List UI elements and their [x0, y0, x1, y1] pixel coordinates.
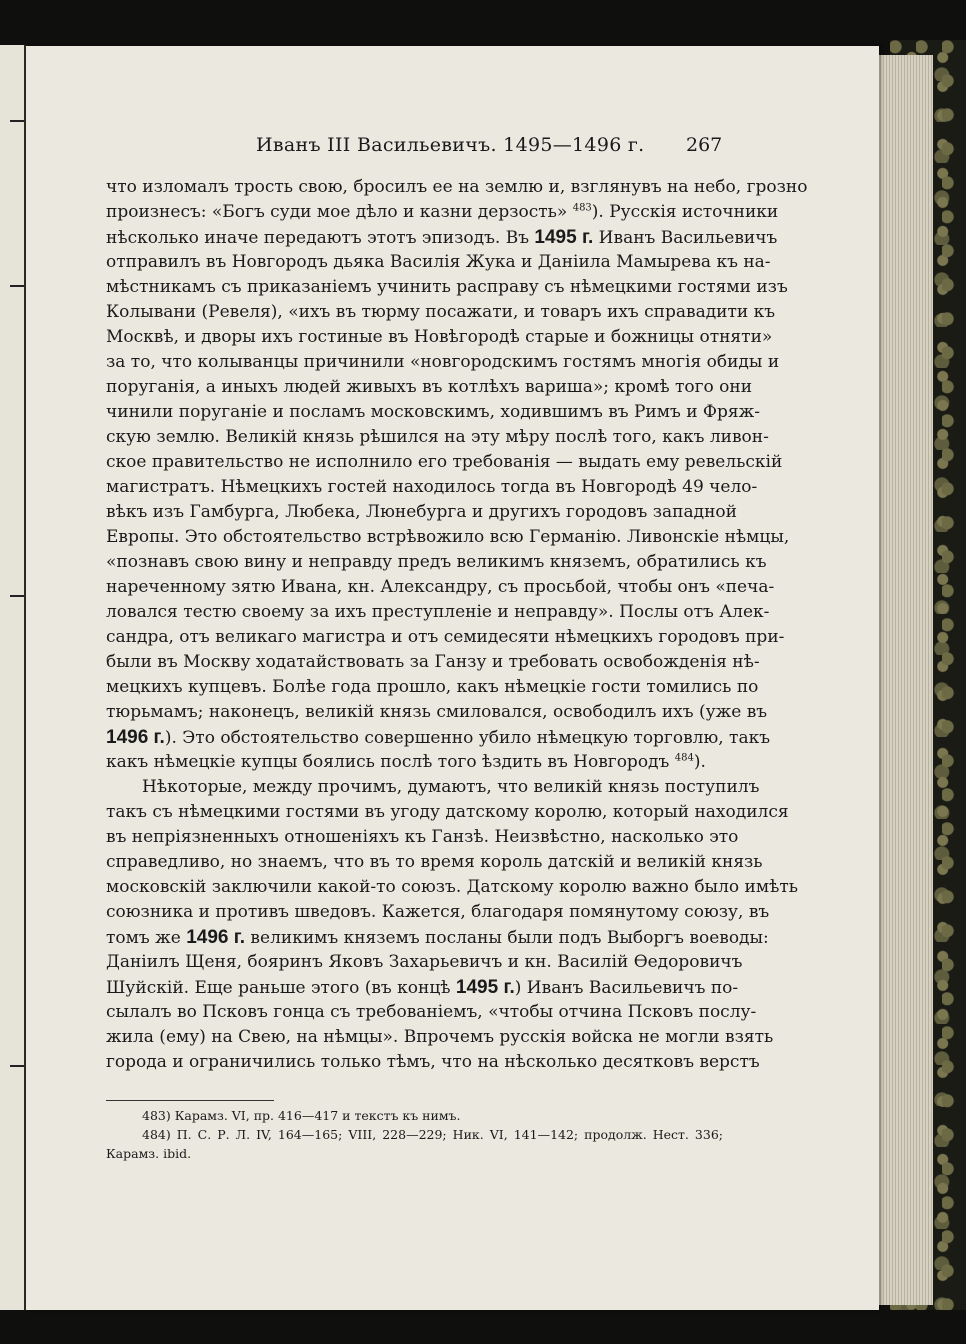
text-line: [106, 400, 761, 425]
text-run: скую землю. Великій князь рѣшился на эту мѣру послѣ того, какъ ливон-: [106, 427, 769, 447]
text-run: были въ Москву ходатайствовать за Ганзу и требовать освобожденія нѣ-: [106, 652, 760, 672]
year-emphasis: 1495 г.: [455, 977, 515, 998]
text-run: Даніилъ Щеня, бояринъ Яковъ Захарьевичъ и кн. Василій Өедоровичъ: [106, 952, 743, 972]
text-line: [106, 975, 739, 1000]
text-run: такъ съ нѣмецкими гостями въ угоду датскому королю, который находился: [106, 802, 789, 822]
text-run: справедливо, но знаемъ, что въ то время король датскій и великій князь: [106, 852, 763, 872]
text-line: [106, 550, 767, 575]
text-line: [106, 925, 769, 950]
text-run: ) Иванъ Васильевичъ по-: [514, 978, 739, 998]
text-line: [106, 725, 771, 750]
text-run: ловался тестю своему за ихъ преступленіе и неправду». Послы отъ Алек-: [106, 602, 770, 622]
left-page-edge: [0, 45, 26, 1310]
text-run: великимъ княземъ посланы были подъ Выборгъ воеводы:: [245, 928, 769, 948]
page-edges: [878, 55, 933, 1305]
margin-tick: [10, 1065, 24, 1067]
text-run: «познавъ свою вину и неправду предъ великимъ княземъ, обратились къ: [106, 552, 767, 572]
text-run: ). Это обстоятельство совершенно убило нѣмецкую торговлю, такъ: [164, 728, 771, 748]
text-run: нѣсколько иначе передаютъ этотъ эпизодъ. Въ: [106, 228, 535, 248]
text-line: [106, 300, 776, 325]
text-run: Нѣкоторые, между прочимъ, думаютъ, что великій князь поступилъ: [142, 777, 760, 797]
text-line: [106, 425, 769, 450]
running-head: Иванъ III Васильевичъ. 1495—1496 г.: [256, 134, 645, 156]
text-line: [106, 625, 785, 650]
page-number: 267: [686, 134, 723, 156]
text-line: [106, 175, 808, 200]
text-run: за то, что колыванцы причинили «новгородскимъ гостямъ многія обиды и: [106, 352, 780, 372]
text-line: [106, 325, 773, 350]
text-run: мѣстникамъ съ приказаніемъ учинить расправу съ нѣмецкими гостями изъ: [106, 277, 788, 297]
text-line: [106, 250, 771, 275]
text-run: отправилъ въ Новгородъ дьяка Василія Жука и Даніила Мамырева къ на-: [106, 252, 771, 272]
text-run: магистратъ. Нѣмецкихъ гостей находилось тогда въ Новгородѣ 49 чело-: [106, 477, 758, 497]
footnote-ref: 484: [674, 752, 694, 764]
text-line: [106, 800, 789, 825]
margin-tick: [10, 285, 24, 287]
text-run: Иванъ Васильевичъ: [593, 228, 778, 248]
text-run: нареченному зятю Ивана, кн. Александру, съ просьбой, чтобы онъ «печа-: [106, 577, 775, 597]
text-run: сандра, отъ великаго магистра и отъ семидесяти нѣмецкихъ городовъ при-: [106, 627, 785, 647]
text-line: [106, 600, 770, 625]
text-line: [106, 900, 770, 925]
text-run: ). Русскія источники: [591, 202, 779, 222]
text-run: вѣкъ изъ Гамбурга, Любека, Люнебурга и другихъ городовъ западной: [106, 502, 737, 522]
year-emphasis: 1496 г.: [186, 927, 246, 948]
text-line: [106, 375, 753, 400]
body-text: [106, 175, 808, 1075]
text-line: [106, 1000, 757, 1025]
text-run: Москвѣ, и дворы ихъ гостиные въ Новѣгородѣ старые и божницы отняти»: [106, 327, 773, 347]
text-run: города и ограничились только тѣмъ, что на нѣсколько десятковъ верстъ: [106, 1052, 760, 1072]
footnote: 484) П. С. Р. Л. IV, 164—165; VIII, 228—229; Ник. VI, 141—142; продолж. Нест. 336;: [142, 1127, 723, 1142]
text-line: [106, 850, 763, 875]
text-line: [106, 500, 737, 525]
margin-tick: [10, 595, 24, 597]
text-run: союзника и противъ шведовъ. Кажется, благодаря помянутому союзу, въ: [106, 902, 770, 922]
text-line: [106, 275, 788, 300]
text-run: произнесъ: «Богъ суди мое дѣло и казни дерзость»: [106, 202, 573, 222]
footnote: Карамз. ibid.: [106, 1146, 192, 1161]
text-line: [106, 875, 798, 900]
text-line: [106, 450, 783, 475]
footnotes: [106, 1106, 723, 1163]
text-run: Европы. Это обстоятельство встрѣвожило всю Германію. Ливонскіе нѣмцы,: [106, 527, 790, 547]
footnote-ref: 483: [572, 202, 592, 214]
text-run: какъ нѣмецкіе купцы боялись послѣ того ѣздить въ Новгородъ: [106, 752, 675, 772]
footnote: 483) Карамз. VI, пр. 416—417 и текстъ къ нимъ.: [142, 1108, 461, 1123]
text-run: въ непріязненныхъ отношеніяхъ къ Ганзѣ. Неизвѣстно, насколько это: [106, 827, 739, 847]
text-run: жила (ему) на Свею, на нѣмцы». Впрочемъ русскія войска не могли взять: [106, 1027, 774, 1047]
text-line: [106, 475, 758, 500]
text-run: тюрьмамъ; наконецъ, великій князь смиловался, освободилъ ихъ (уже въ: [106, 702, 768, 722]
text-run: Колывани (Ревеля), «ихъ въ тюрму посажати, и товаръ ихъ справадити къ: [106, 302, 776, 322]
text-line: [106, 750, 723, 775]
text-line: [106, 350, 780, 375]
year-emphasis: 1495 г.: [534, 227, 594, 248]
text-line: [106, 525, 790, 550]
text-run: томъ же: [106, 928, 187, 948]
text-line: [106, 950, 743, 975]
text-run: Шуйскій. Еще раньше этого (въ концѣ: [106, 978, 456, 998]
text-run: ).: [693, 752, 706, 772]
text-run: сылалъ во Псковъ гонца съ требованіемъ, «чтобы отчина Псковъ послу-: [106, 1002, 757, 1022]
text-line: [106, 1050, 760, 1075]
text-line: [106, 825, 739, 850]
text-line: [106, 650, 760, 675]
text-line: [106, 575, 775, 600]
text-line: [106, 200, 779, 225]
text-run: что изломалъ трость свою, бросилъ ее на землю и, взглянувъ на небо, грозно: [106, 177, 808, 197]
text-line: [106, 1025, 774, 1050]
text-line: [106, 700, 768, 725]
text-run: московскій заключили какой-то союзъ. Датскому королю важно было имѣть: [106, 877, 798, 897]
text-line: [106, 775, 760, 800]
text-line: [106, 675, 759, 700]
text-run: мецкихъ купцевъ. Болѣе года прошло, какъ нѣмецкіе гости томились по: [106, 677, 759, 697]
year-emphasis: 1496 г.: [106, 727, 165, 748]
book-page: [26, 46, 879, 1310]
text-run: чинили поруганіе и посламъ московскимъ, ходившимъ въ Римъ и Фряж-: [106, 402, 761, 422]
footnote-rule: [106, 1100, 274, 1101]
text-run: ское правительство не исполнило его требованія — выдать ему ревельскій: [106, 452, 783, 472]
text-line: [106, 225, 778, 250]
margin-tick: [10, 120, 24, 122]
text-run: поруганія, а иныхъ людей живыхъ въ котлѣхъ вариша»; кромѣ того они: [106, 377, 753, 397]
